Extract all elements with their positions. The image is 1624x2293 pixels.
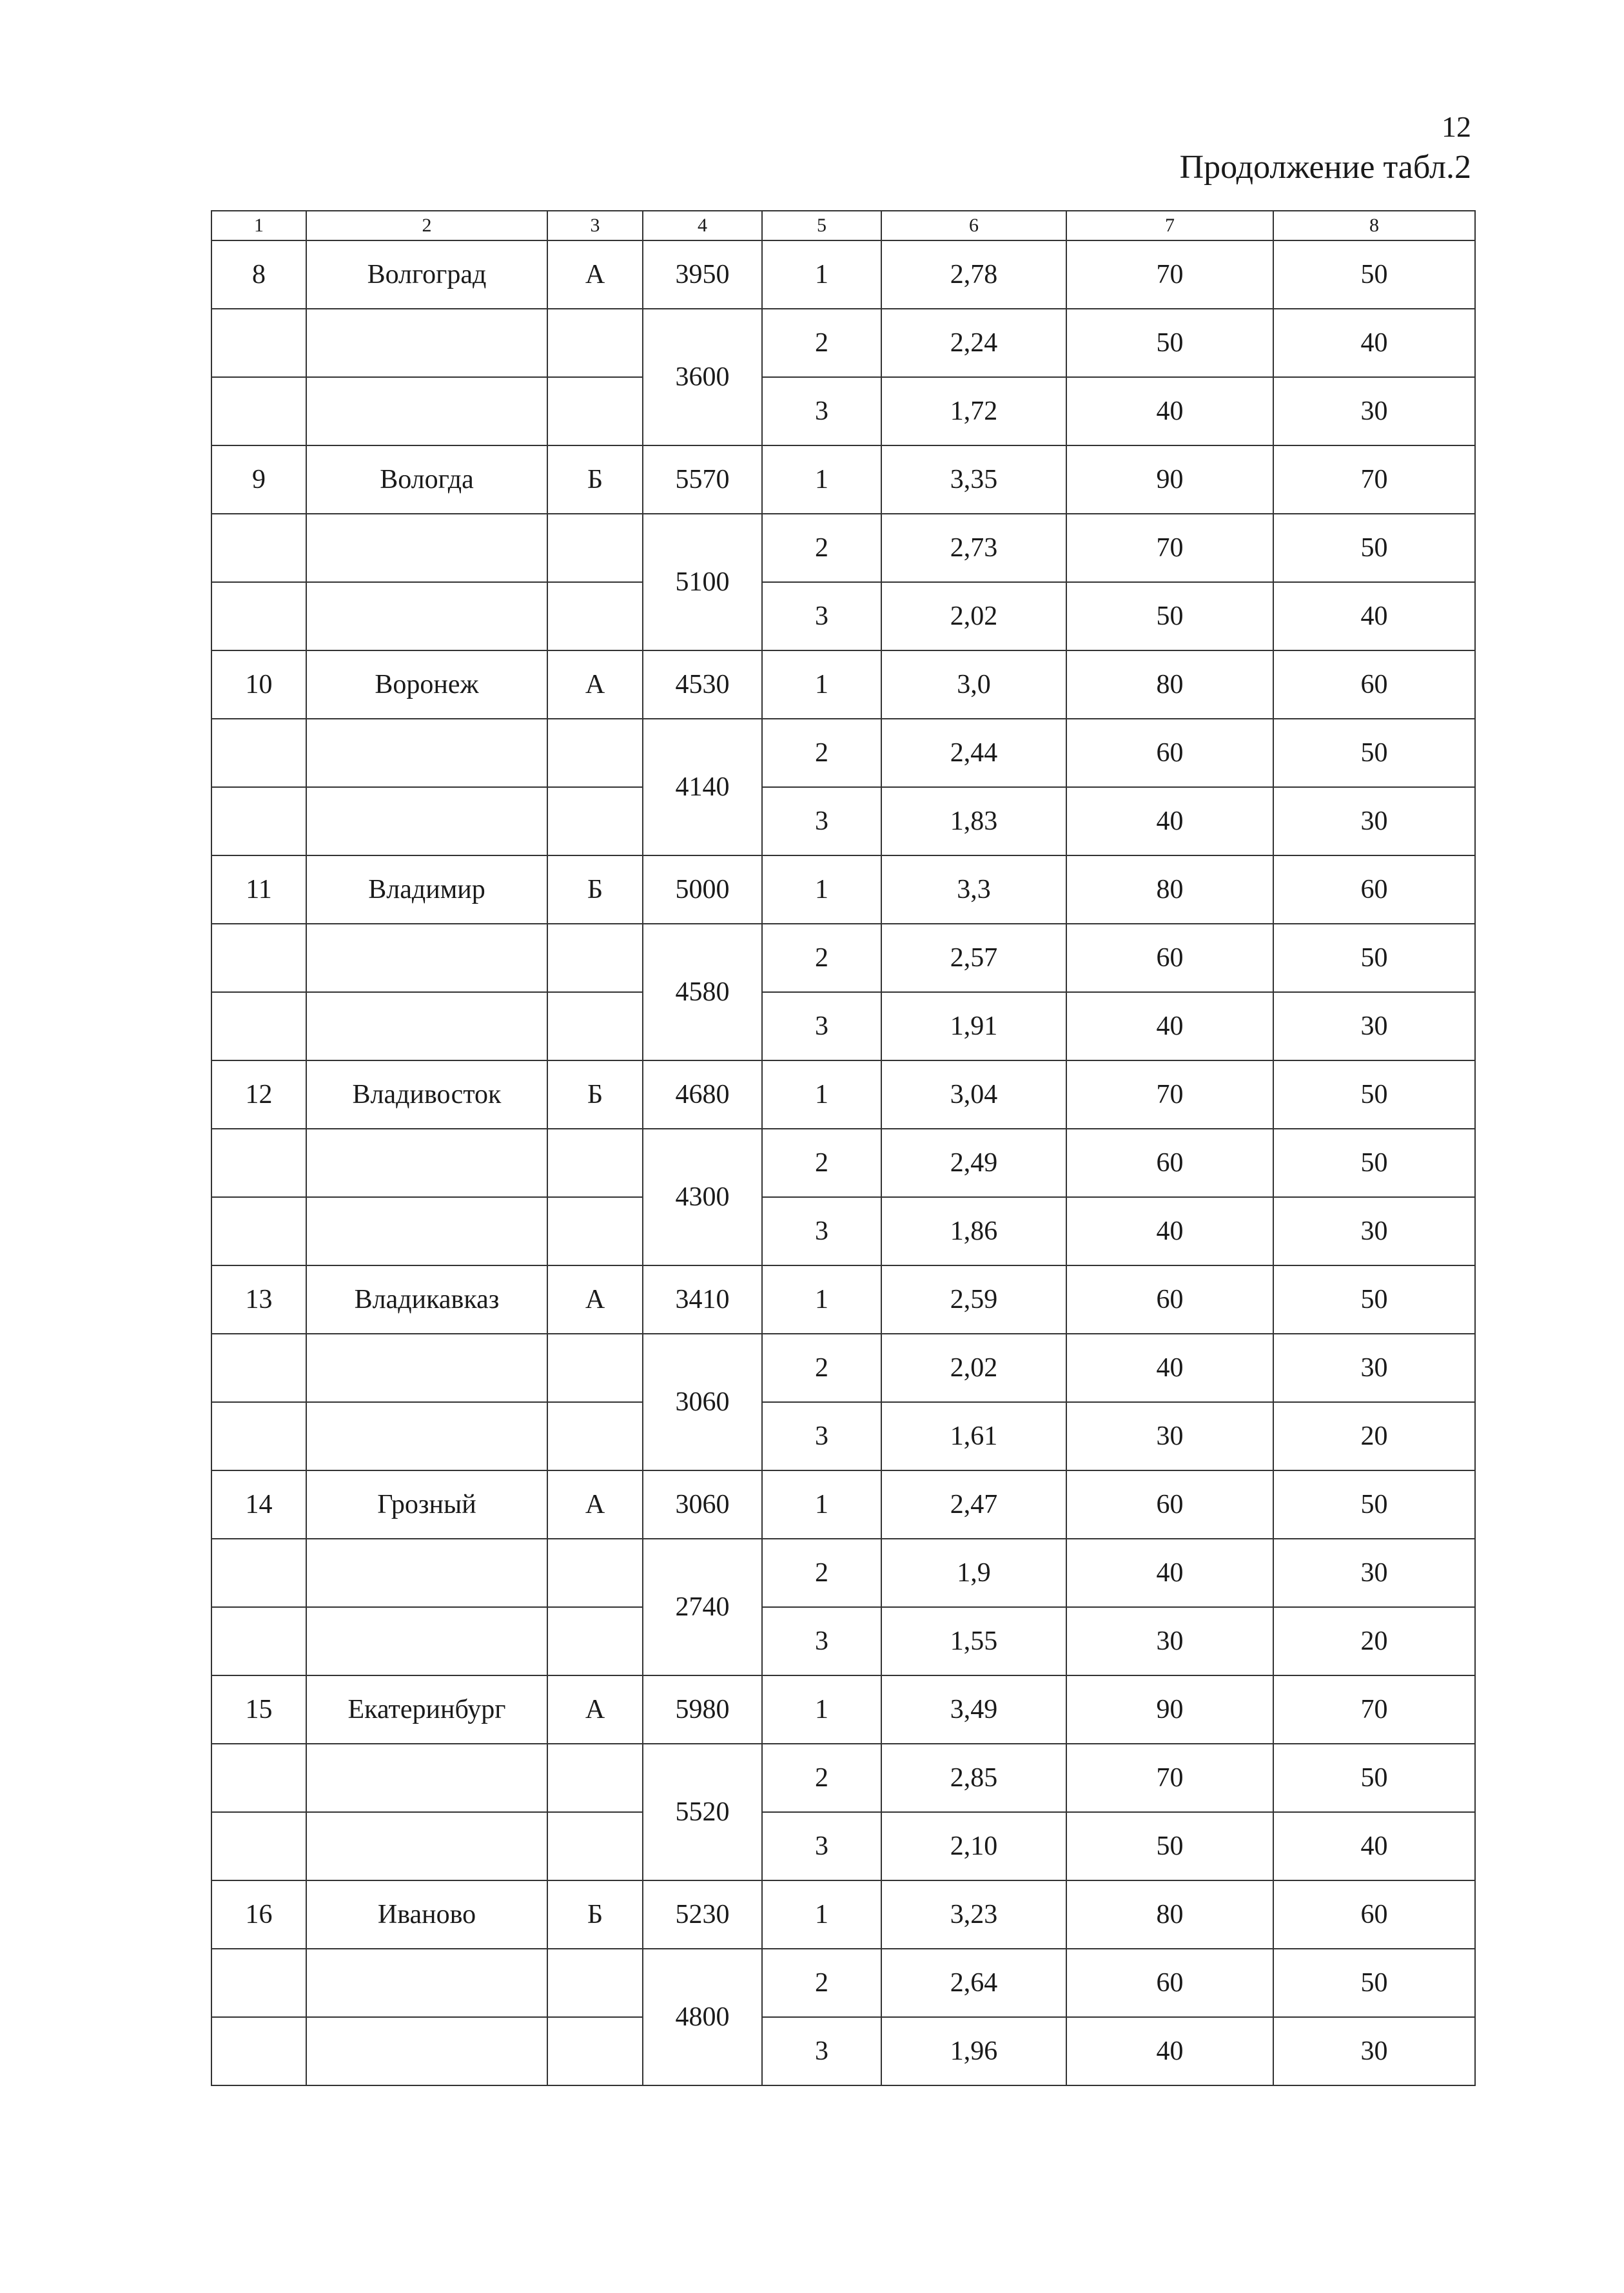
data-cell: 30 — [1273, 377, 1475, 445]
empty-cell — [306, 1949, 547, 2017]
data-cell: 40 — [1273, 1812, 1475, 1880]
value-cell: 4800 — [643, 1949, 762, 2085]
data-cell: 2 — [762, 924, 881, 992]
data-cell: 50 — [1066, 309, 1273, 377]
data-cell: 1,83 — [881, 787, 1066, 855]
empty-cell — [211, 1949, 306, 2017]
header-cell: 4 — [643, 211, 762, 240]
empty-cell — [547, 1949, 643, 2017]
data-cell: 3 — [762, 582, 881, 650]
data-cell: 1,91 — [881, 992, 1066, 1060]
data-cell: 3,49 — [881, 1675, 1066, 1744]
header-cell: 8 — [1273, 211, 1475, 240]
table-row — [211, 1675, 1475, 1744]
data-cell: 2 — [762, 1539, 881, 1607]
data-cell: 90 — [1066, 445, 1273, 514]
data-cell: 80 — [1066, 855, 1273, 924]
value-cell: 3060 — [643, 1334, 762, 1470]
empty-cell — [211, 1129, 306, 1197]
empty-cell — [306, 719, 547, 787]
data-cell: 30 — [1066, 1607, 1273, 1675]
data-cell: 90 — [1066, 1675, 1273, 1744]
data-cell: 50 — [1273, 514, 1475, 582]
city-cell: Владимир — [306, 855, 547, 924]
value-cell: 4530 — [643, 650, 762, 719]
data-cell: 40 — [1273, 309, 1475, 377]
empty-cell — [547, 514, 643, 582]
data-cell: 2,02 — [881, 582, 1066, 650]
data-cell: 3 — [762, 1402, 881, 1470]
data-cell: 70 — [1066, 1744, 1273, 1812]
table-row — [211, 1129, 1475, 1197]
value-cell: 4140 — [643, 719, 762, 855]
data-cell: 2,78 — [881, 240, 1066, 309]
data-cell: 2,47 — [881, 1470, 1066, 1539]
header-cell: 2 — [306, 211, 547, 240]
zone-cell: А — [547, 1265, 643, 1334]
data-cell: 3,3 — [881, 855, 1066, 924]
data-cell: 1,61 — [881, 1402, 1066, 1470]
data-cell: 30 — [1273, 992, 1475, 1060]
data-cell: 2 — [762, 1334, 881, 1402]
table-row — [211, 787, 1475, 855]
header-cell: 1 — [211, 211, 306, 240]
data-cell: 70 — [1066, 514, 1273, 582]
city-cell: Вологда — [306, 445, 547, 514]
data-cell: 3 — [762, 1812, 881, 1880]
data-cell: 20 — [1273, 1607, 1475, 1675]
data-cell: 50 — [1273, 719, 1475, 787]
zone-cell: А — [547, 1675, 643, 1744]
table-row — [211, 855, 1475, 924]
data-cell: 2,24 — [881, 309, 1066, 377]
data-cell: 2 — [762, 514, 881, 582]
data-cell: 2,85 — [881, 1744, 1066, 1812]
row-number-cell: 13 — [211, 1265, 306, 1334]
data-cell: 3,04 — [881, 1060, 1066, 1129]
empty-cell — [547, 1539, 643, 1607]
data-cell: 40 — [1066, 1197, 1273, 1265]
value-cell: 3950 — [643, 240, 762, 309]
data-cell: 1 — [762, 1265, 881, 1334]
data-cell: 3 — [762, 787, 881, 855]
row-number-cell: 16 — [211, 1880, 306, 1949]
data-cell: 30 — [1273, 2017, 1475, 2085]
empty-cell — [547, 992, 643, 1060]
data-cell: 80 — [1066, 650, 1273, 719]
empty-cell — [211, 377, 306, 445]
empty-cell — [547, 1334, 643, 1402]
data-cell: 1 — [762, 650, 881, 719]
data-cell: 2,02 — [881, 1334, 1066, 1402]
data-cell: 40 — [1066, 1334, 1273, 1402]
data-cell: 50 — [1273, 1744, 1475, 1812]
empty-cell — [211, 514, 306, 582]
value-cell: 2740 — [643, 1539, 762, 1675]
data-cell: 3 — [762, 377, 881, 445]
data-cell: 3 — [762, 1197, 881, 1265]
empty-cell — [306, 924, 547, 992]
empty-cell — [306, 377, 547, 445]
data-cell: 30 — [1273, 1334, 1475, 1402]
data-cell: 2 — [762, 309, 881, 377]
value-cell: 3060 — [643, 1470, 762, 1539]
data-cell: 2 — [762, 1744, 881, 1812]
empty-cell — [306, 992, 547, 1060]
value-cell: 5000 — [643, 855, 762, 924]
table-row — [211, 514, 1475, 582]
empty-cell — [211, 1744, 306, 1812]
table-row — [211, 1744, 1475, 1812]
data-cell: 60 — [1066, 719, 1273, 787]
row-number-cell: 14 — [211, 1470, 306, 1539]
table-row — [211, 1949, 1475, 2017]
table-row — [211, 992, 1475, 1060]
data-cell: 50 — [1273, 1470, 1475, 1539]
empty-cell — [547, 1402, 643, 1470]
data-cell: 30 — [1066, 1402, 1273, 1470]
data-cell: 60 — [1273, 855, 1475, 924]
empty-cell — [211, 992, 306, 1060]
header-cell: 6 — [881, 211, 1066, 240]
data-cell: 3 — [762, 992, 881, 1060]
empty-cell — [211, 924, 306, 992]
empty-cell — [547, 1197, 643, 1265]
empty-cell — [306, 1539, 547, 1607]
data-cell: 60 — [1066, 1129, 1273, 1197]
row-number-cell: 11 — [211, 855, 306, 924]
empty-cell — [211, 1197, 306, 1265]
data-cell: 50 — [1273, 1949, 1475, 2017]
table-row — [211, 1880, 1475, 1949]
data-cell: 1,9 — [881, 1539, 1066, 1607]
table-row — [211, 1470, 1475, 1539]
data-cell: 60 — [1066, 1470, 1273, 1539]
data-cell: 40 — [1066, 2017, 1273, 2085]
data-cell: 40 — [1066, 377, 1273, 445]
row-number-cell: 12 — [211, 1060, 306, 1129]
zone-cell: А — [547, 240, 643, 309]
data-cell: 70 — [1273, 445, 1475, 514]
table-row — [211, 1265, 1475, 1334]
header-cell: 5 — [762, 211, 881, 240]
empty-cell — [547, 787, 643, 855]
city-cell: Воронеж — [306, 650, 547, 719]
data-cell: 3,23 — [881, 1880, 1066, 1949]
data-cell: 20 — [1273, 1402, 1475, 1470]
data-cell: 50 — [1273, 1129, 1475, 1197]
data-cell: 60 — [1066, 924, 1273, 992]
row-number-cell: 8 — [211, 240, 306, 309]
empty-cell — [211, 2017, 306, 2085]
data-cell: 2,57 — [881, 924, 1066, 992]
empty-cell — [306, 1197, 547, 1265]
data-cell: 1,72 — [881, 377, 1066, 445]
data-table — [211, 210, 1476, 2086]
table-row — [211, 1060, 1475, 1129]
data-cell: 40 — [1066, 1539, 1273, 1607]
empty-cell — [306, 514, 547, 582]
table-row — [211, 377, 1475, 445]
empty-cell — [211, 309, 306, 377]
empty-cell — [306, 309, 547, 377]
table-row — [211, 1607, 1475, 1675]
row-number-cell: 10 — [211, 650, 306, 719]
zone-cell: А — [547, 650, 643, 719]
value-cell: 3410 — [643, 1265, 762, 1334]
value-cell: 4680 — [643, 1060, 762, 1129]
data-cell: 50 — [1273, 1060, 1475, 1129]
data-cell: 2 — [762, 1949, 881, 2017]
empty-cell — [306, 1812, 547, 1880]
value-cell: 5520 — [643, 1744, 762, 1880]
table-row — [211, 650, 1475, 719]
data-cell: 50 — [1273, 1265, 1475, 1334]
data-cell: 1 — [762, 855, 881, 924]
data-cell: 3 — [762, 1607, 881, 1675]
empty-cell — [547, 377, 643, 445]
table-row — [211, 1197, 1475, 1265]
city-cell: Волгоград — [306, 240, 547, 309]
header-cell: 7 — [1066, 211, 1273, 240]
table-row — [211, 2017, 1475, 2085]
page-number: 12 — [1442, 110, 1471, 143]
value-cell: 4300 — [643, 1129, 762, 1265]
empty-cell — [547, 1744, 643, 1812]
empty-cell — [211, 1812, 306, 1880]
data-cell: 3 — [762, 2017, 881, 2085]
data-cell: 1,86 — [881, 1197, 1066, 1265]
table-row — [211, 1812, 1475, 1880]
empty-cell — [547, 582, 643, 650]
empty-cell — [211, 582, 306, 650]
value-cell: 4580 — [643, 924, 762, 1060]
data-cell: 2,59 — [881, 1265, 1066, 1334]
value-cell: 5230 — [643, 1880, 762, 1949]
data-cell: 30 — [1273, 1539, 1475, 1607]
empty-cell — [547, 1607, 643, 1675]
data-cell: 70 — [1066, 1060, 1273, 1129]
data-cell: 60 — [1273, 1880, 1475, 1949]
data-cell: 60 — [1066, 1265, 1273, 1334]
empty-cell — [306, 1744, 547, 1812]
data-cell: 50 — [1273, 240, 1475, 309]
empty-cell — [306, 1402, 547, 1470]
data-cell: 1 — [762, 1060, 881, 1129]
data-cell: 1 — [762, 240, 881, 309]
data-cell: 2,49 — [881, 1129, 1066, 1197]
data-cell: 70 — [1273, 1675, 1475, 1744]
data-cell: 2 — [762, 1129, 881, 1197]
table-body — [211, 240, 1475, 2085]
data-cell: 70 — [1066, 240, 1273, 309]
data-cell: 60 — [1273, 650, 1475, 719]
value-cell: 5570 — [643, 445, 762, 514]
city-cell: Екатеринбург — [306, 1675, 547, 1744]
empty-cell — [306, 1129, 547, 1197]
data-cell: 50 — [1066, 582, 1273, 650]
table-row — [211, 1539, 1475, 1607]
empty-cell — [306, 1607, 547, 1675]
data-cell: 30 — [1273, 787, 1475, 855]
city-cell: Владивосток — [306, 1060, 547, 1129]
data-cell: 1,55 — [881, 1607, 1066, 1675]
zone-cell: Б — [547, 1060, 643, 1129]
zone-cell: Б — [547, 445, 643, 514]
data-cell: 2,64 — [881, 1949, 1066, 2017]
empty-cell — [547, 309, 643, 377]
value-cell: 5980 — [643, 1675, 762, 1744]
table-row — [211, 240, 1475, 309]
header-row — [211, 211, 1475, 240]
empty-cell — [211, 787, 306, 855]
empty-cell — [211, 719, 306, 787]
data-cell: 2,73 — [881, 514, 1066, 582]
table-row — [211, 1402, 1475, 1470]
table-row — [211, 924, 1475, 992]
table-row — [211, 445, 1475, 514]
zone-cell: А — [547, 1470, 643, 1539]
data-cell: 30 — [1273, 1197, 1475, 1265]
table-row — [211, 309, 1475, 377]
empty-cell — [211, 1334, 306, 1402]
data-cell: 3,0 — [881, 650, 1066, 719]
data-cell: 40 — [1273, 582, 1475, 650]
data-cell: 2,10 — [881, 1812, 1066, 1880]
data-cell: 3,35 — [881, 445, 1066, 514]
empty-cell — [211, 1607, 306, 1675]
empty-cell — [306, 1334, 547, 1402]
table-row — [211, 1334, 1475, 1402]
city-cell: Владикавказ — [306, 1265, 547, 1334]
table-caption: Продолжение табл.2 — [1179, 149, 1471, 186]
empty-cell — [547, 719, 643, 787]
data-cell: 60 — [1066, 1949, 1273, 2017]
table-row — [211, 719, 1475, 787]
data-cell: 40 — [1066, 992, 1273, 1060]
table-row — [211, 582, 1475, 650]
data-cell: 40 — [1066, 787, 1273, 855]
empty-cell — [547, 1129, 643, 1197]
city-cell: Иваново — [306, 1880, 547, 1949]
data-cell: 50 — [1066, 1812, 1273, 1880]
data-cell: 50 — [1273, 924, 1475, 992]
empty-cell — [211, 1539, 306, 1607]
zone-cell: Б — [547, 1880, 643, 1949]
empty-cell — [306, 2017, 547, 2085]
empty-cell — [306, 787, 547, 855]
data-cell: 1 — [762, 1675, 881, 1744]
value-cell: 3600 — [643, 309, 762, 445]
empty-cell — [306, 582, 547, 650]
data-cell: 1 — [762, 445, 881, 514]
data-cell: 80 — [1066, 1880, 1273, 1949]
value-cell: 5100 — [643, 514, 762, 650]
empty-cell — [547, 924, 643, 992]
row-number-cell: 15 — [211, 1675, 306, 1744]
data-cell: 1 — [762, 1470, 881, 1539]
empty-cell — [547, 2017, 643, 2085]
data-cell: 2 — [762, 719, 881, 787]
empty-cell — [547, 1812, 643, 1880]
header-cell: 3 — [547, 211, 643, 240]
empty-cell — [211, 1402, 306, 1470]
zone-cell: Б — [547, 855, 643, 924]
data-cell: 1,96 — [881, 2017, 1066, 2085]
city-cell: Грозный — [306, 1470, 547, 1539]
data-cell: 2,44 — [881, 719, 1066, 787]
data-cell: 1 — [762, 1880, 881, 1949]
row-number-cell: 9 — [211, 445, 306, 514]
